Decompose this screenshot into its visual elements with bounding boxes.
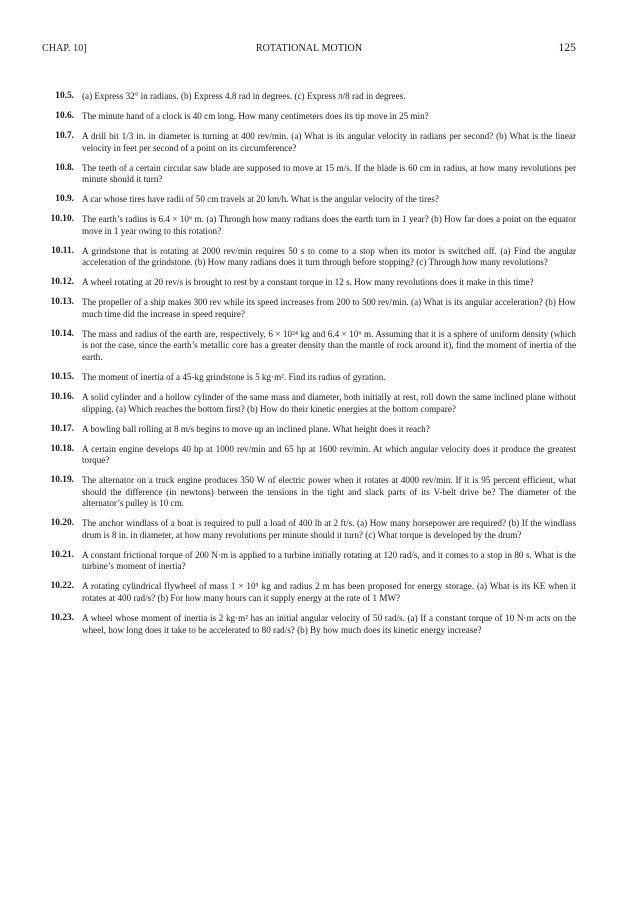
problem-text: The minute hand of a clock is 40 cm long. How many centimeters does its tip move in 25 min? [82, 110, 429, 121]
chapter-label: CHAP. 10] [42, 43, 87, 54]
problem-item [40, 475, 576, 510]
problem-number: 10.14. [50, 328, 74, 339]
problem-text: A grindstone that is rotating at 2000 rev/min requires 50 s to come to a stop when its motor is switched off. (a) Find the angular acceleration of the grindstone. (b) How many radians does it turn through before stopping? (c) Through how many revolutions? [82, 245, 576, 268]
problem-number: 10.21. [50, 549, 74, 560]
problem-number: 10.20. [50, 518, 74, 529]
problem-number: 10.13. [50, 297, 74, 308]
problem-number: 10.12. [50, 277, 74, 288]
problem-text: The teeth of a certain circular saw blade are supposed to move at 15 m/s. If the blade is 60 cm in radius, at how many revolutions per minute should it turn? [82, 162, 576, 185]
problem-text: The propeller of a ship makes 300 rev while its speed increases from 200 to 500 rev/min. (a) What is its angular acceleration? (b) How much time did the increase in speed require? [82, 297, 576, 319]
problem-item [40, 581, 576, 604]
problem-text: A rotating cylindrical flywheel of mass 1 × 10⁵ kg and radius 2 m has been proposed for energy storage. (a) What is its KE when it rotates at 400 rad/s? (b) For how many hours can it supply energy at the rate of 1 MW? [82, 581, 576, 604]
problem-number: 10.11. [51, 245, 74, 256]
problem-item [40, 111, 576, 123]
problem-item [40, 246, 576, 269]
problem-item [40, 329, 576, 364]
problem-text: The mass and radius of the earth are, respectively, 6 × 10²⁴ kg and 6.4 × 10⁶ m. Assuming that it is a sphere of uniform density (which is not the case, since the earth’s metallic core has a greater density than the mantle of rock around it), find the moment of inertia of the earth. [82, 328, 576, 363]
problem-item [40, 214, 576, 237]
problem-item [40, 297, 576, 320]
problem-item [40, 518, 576, 541]
problem-number: 10.15. [50, 372, 74, 382]
problem-text: The anchor windlass of a boat is required to pull a load of 400 lb at 2 ft/s. (a) How many horsepower are required? (b) If the windlass drum is 8 in. in diameter, at how many revolutions per minute should it turn? (c) What torque is developed by the drum? [82, 518, 576, 540]
problem-item [40, 277, 576, 289]
problem-number: 10.9. [55, 194, 74, 205]
problem-text: The alternator on a truck engine produces 350 W of electric power when it rotates at 4000 rev/min. If it is 95 percent efficient, what should the difference (in newtons) between the tensions in the tight and slack parts of its V-belt drive be? The diameter of the alternator’s pulley is 10 cm. [82, 475, 576, 509]
problem-text: A constant frictional torque of 200 N·m is applied to a turbine initially rotating at 120 rad/s, and it comes to a stop in 80 s. What is the turbine’s moment of inertia? [82, 549, 576, 572]
problem-text: The earth’s radius is 6.4 × 10⁶ m. (a) Through how many radians does the earth turn in 1 year? (b) How far does a point on the equator move in 1 year owing to this rotation? [82, 214, 576, 236]
problem-text: A drill bit 1/3 in. in diameter is turning at 400 rev/min. (a) What is its angular velocity in radians per second? (b) What is the linear velocity in feet per second of a point on its circumference? [82, 130, 576, 153]
problem-number: 10.5. [55, 91, 74, 101]
problem-item [40, 91, 576, 103]
problem-text: A solid cylinder and a hollow cylinder of the same mass and diameter, both initially at rest, roll down the same inclined plane without slipping. (a) Which reaches the bottom first? (b) How do their kinetic energies at the bottom compare? [82, 391, 576, 414]
problem-text: A wheel whose moment of inertia is 2 kg·m² has an initial angular velocity of 50 rad/s. (a) If a constant torque of 10 N·m acts on the wheel, how long does it take to be accelerated to 80 rad/s? (b) By how much does its kinetic energy increase? [82, 613, 576, 635]
problem-number: 10.18. [50, 443, 74, 454]
problem-number: 10.8. [55, 162, 74, 173]
page-number: 125 [558, 42, 576, 54]
problem-text: A car whose tires have radii of 50 cm travels at 20 km/h. What is the angular velocity of the tires? [82, 194, 439, 205]
chapter-title: ROTATIONAL MOTION [255, 43, 363, 54]
problem-item [40, 392, 576, 415]
problem-text: A wheel rotating at 20 rev/s is brought to rest by a constant torque in 12 s. How many revolutions does it make in this time? [82, 277, 534, 288]
problem-number: 10.19. [50, 475, 74, 486]
problem-number: 10.17. [50, 423, 74, 434]
problem-number: 10.16. [50, 391, 74, 402]
problem-number: 10.6. [55, 110, 74, 121]
problem-number: 10.7. [55, 130, 74, 141]
problem-item [40, 194, 576, 206]
problem-item [40, 444, 576, 467]
problem-text: A certain engine develops 40 hp at 1000 rev/min and 65 hp at 1600 rev/min. At which angular velocity does it produce the greatest torque? [82, 443, 576, 466]
problem-text: (a) Express 32° in radians. (b) Express 4.8 rad in degrees. (c) Express π/8 rad in degrees. [82, 91, 406, 101]
page-header [42, 43, 576, 57]
problem-number: 10.22. [50, 581, 74, 592]
problem-item [40, 550, 576, 573]
problem-item [40, 372, 576, 384]
problem-item [40, 131, 576, 154]
problem-item [40, 613, 576, 636]
problem-text: The moment of inertia of a 45-kg grindstone is 5 kg·m². Find its radius of gyration. [82, 372, 386, 382]
problem-item [40, 163, 576, 186]
problem-number: 10.23. [50, 613, 74, 624]
problem-list [40, 91, 576, 645]
problem-text: A bowling ball rolling at 8 m/s begins to move up an inclined plane. What height does it reach? [82, 423, 430, 434]
problem-number: 10.10. [50, 214, 74, 225]
problem-item [40, 424, 576, 436]
